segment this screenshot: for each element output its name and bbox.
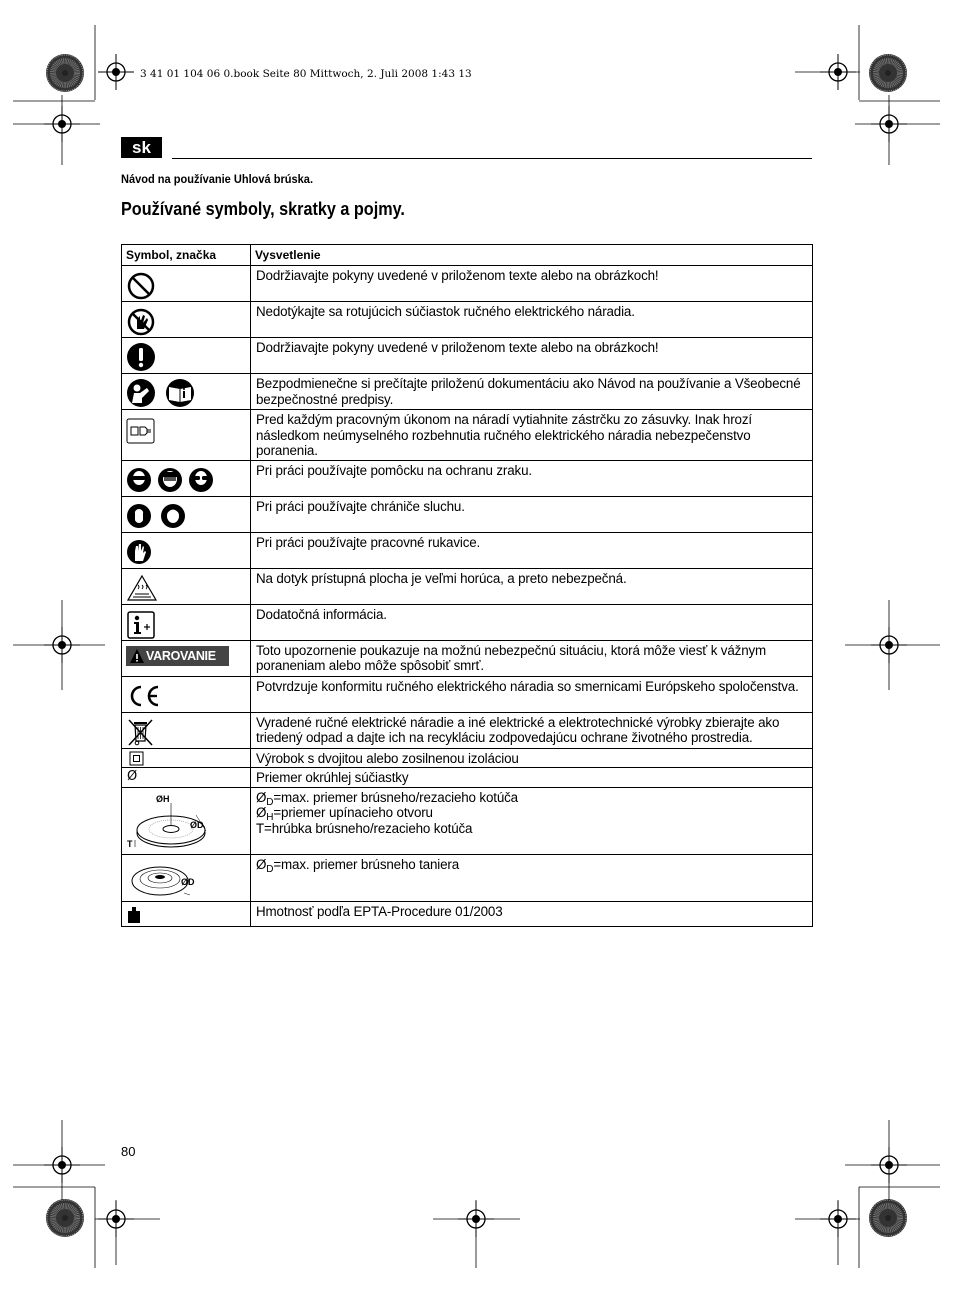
disc-dimensions-icon	[126, 791, 216, 853]
table-row	[122, 712, 813, 748]
page-number: 80	[121, 1144, 136, 1159]
table-row	[122, 901, 813, 926]
diameter-icon: Ø	[127, 769, 138, 784]
disc-h-prefix: Ø	[256, 805, 267, 820]
document-subtitle: Návod na používanie Uhlová brúska.	[121, 172, 314, 186]
symbol-cell	[122, 712, 251, 748]
eye-protection-icon	[126, 466, 218, 496]
symbols-table	[121, 244, 813, 927]
disc-h-text: =priemer upínacieho otvoru	[273, 805, 433, 820]
symbol-cell	[122, 640, 251, 676]
symbol-cell	[122, 568, 251, 604]
page-title: Používané symboly, skratky a pojmy.	[121, 199, 405, 219]
explanation-text: Dodržiavajte pokyny uvedené v priloženom texte alebo na obrázkoch!	[251, 266, 813, 302]
symbol-cell	[122, 676, 251, 712]
symbol-cell	[122, 787, 251, 854]
pad-d-prefix: Ø	[256, 856, 267, 872]
symbol-cell	[122, 532, 251, 568]
no-touch-icon	[126, 307, 156, 337]
disc-line-d	[256, 790, 807, 806]
disc-d-sub: D	[266, 796, 274, 808]
disc-label-t: T	[127, 838, 133, 849]
table-row	[122, 854, 813, 901]
table-row	[122, 410, 813, 461]
pad-d-sub: D	[266, 863, 274, 875]
disc-line-h	[256, 805, 807, 821]
weee-bin-icon	[126, 716, 156, 748]
pad-line-d	[256, 857, 807, 873]
backing-pad-icon	[126, 858, 206, 900]
explanation-text: Bezpodmienečne si prečítajte priloženú dokumentáciu ako Návod na používanie a Všeobecné bezpečnostné predpisy.	[251, 374, 813, 410]
ear-protection-icon	[126, 502, 188, 532]
disc-label-h: ØH	[156, 793, 170, 804]
symbol-cell	[122, 460, 251, 496]
table-row	[122, 768, 813, 788]
exclamation-icon	[126, 342, 156, 372]
explanation-text: Vyradené ručné elektrické náradie a iné elektrické a elektrotechnické výrobky zbierajte ako triedený odpad a dajte ich na recykláciu zodpovedajúcu ochrane životného prostredia.	[251, 712, 813, 748]
explanation-text: Pri práci používajte pomôcku na ochranu zraku.	[251, 460, 813, 496]
ce-mark-icon	[126, 681, 162, 711]
explanation-text: Pri práci používajte pracovné rukavice.	[251, 532, 813, 568]
table-row	[122, 460, 813, 496]
symbol-cell	[122, 374, 251, 410]
warning-label-text: VAROVANIE	[146, 648, 216, 663]
table-row	[122, 496, 813, 532]
symbol-cell	[122, 748, 251, 768]
weight-icon	[126, 905, 142, 925]
pad-explanation	[251, 854, 813, 901]
column-header-explanation: Vysvetlenie	[251, 245, 813, 266]
symbol-cell	[122, 266, 251, 302]
pad-d-text: =max. priemer brúsneho taniera	[273, 856, 460, 872]
table-row	[122, 748, 813, 768]
table-row	[122, 338, 813, 374]
warning-label-icon	[126, 646, 229, 666]
gloves-icon	[126, 538, 156, 568]
table-header-row	[122, 245, 813, 266]
table-row	[122, 532, 813, 568]
language-tab: sk	[121, 137, 162, 158]
disc-d-text: =max. priemer brúsneho/rezacieho kotúča	[273, 789, 518, 805]
symbol-cell	[122, 901, 251, 926]
column-header-symbol: Symbol, značka	[122, 245, 251, 266]
table-row	[122, 374, 813, 410]
disc-label-d: ØD	[190, 819, 204, 830]
symbol-cell	[122, 854, 251, 901]
table-row	[122, 604, 813, 640]
symbol-cell	[122, 410, 251, 461]
table-row	[122, 266, 813, 302]
disc-d-prefix: Ø	[256, 789, 267, 805]
explanation-text: Na dotyk prístupná plocha je veľmi horúca, a preto nebezpečná.	[251, 568, 813, 604]
disc-h-sub: H	[266, 812, 274, 823]
symbol-cell	[122, 338, 251, 374]
table-row	[122, 568, 813, 604]
explanation-text: Toto upozornenie poukazuje na možnú nebezpečnú situáciu, ktorá môže viesť k vážnym poraneniam alebo môže spôsobiť smrť.	[251, 640, 813, 676]
table-row	[122, 302, 813, 338]
explanation-text: Výrobok s dvojitou alebo zosilnenou izoláciou	[251, 748, 813, 768]
symbol-cell	[122, 496, 251, 532]
book-meta-header: 3 41 01 104 06 0.book Seite 80 Mittwoch, 2. Juli 2008 1:43 13	[140, 68, 472, 80]
disc-explanation	[251, 787, 813, 854]
table-row	[122, 787, 813, 854]
info-icon	[126, 610, 156, 640]
double-insulation-icon	[129, 751, 145, 767]
header-rule	[172, 158, 812, 159]
warning-triangle-icon	[129, 648, 145, 664]
read-manual-icon	[126, 378, 198, 408]
table-row	[122, 640, 813, 676]
symbol-cell	[122, 604, 251, 640]
table-row	[122, 676, 813, 712]
explanation-text: Priemer okrúhlej súčiastky	[251, 768, 813, 788]
unplug-icon	[126, 416, 156, 446]
prohibition-icon	[126, 271, 156, 301]
explanation-text: Dodržiavajte pokyny uvedené v priloženom texte alebo na obrázkoch!	[251, 338, 813, 374]
hot-surface-icon	[126, 573, 158, 603]
symbol-cell	[122, 302, 251, 338]
explanation-text: Pred každým pracovným úkonom na náradí vytiahnite zástrčku zo zásuvky. Inak hrozí následkom neúmyselného rozbehnutia ručného elektrického náradia nebezpečenstvo poranenia.	[251, 410, 813, 461]
explanation-text: Pri práci používajte chrániče sluchu.	[251, 496, 813, 532]
explanation-text: Dodatočná informácia.	[251, 604, 813, 640]
symbol-cell	[122, 768, 251, 788]
pad-label-d: ØD	[181, 876, 195, 887]
explanation-text: Hmotnosť podľa EPTA-Procedure 01/2003	[251, 901, 813, 926]
disc-line-t: T=hrúbka brúsneho/rezacieho kotúča	[256, 820, 473, 836]
explanation-text: Potvrdzuje konformitu ručného elektrického náradia so smernicami Európskeho spoločenstva.	[251, 676, 813, 712]
explanation-text: Nedotýkajte sa rotujúcich súčiastok ručného elektrického náradia.	[251, 302, 813, 338]
